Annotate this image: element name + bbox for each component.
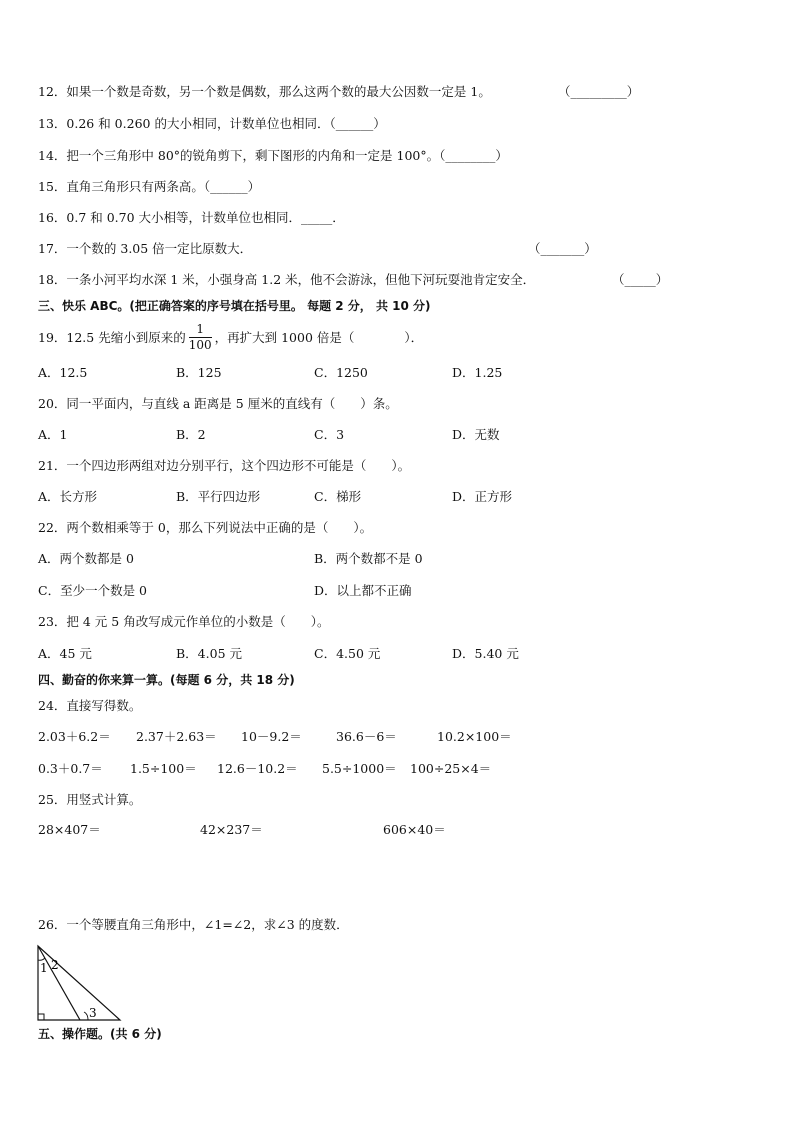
- answer-blank-18[interactable]: （_____）: [612, 272, 669, 287]
- option-19-c[interactable]: C．1250: [314, 365, 368, 380]
- vertical-calc-item: 42×237＝: [200, 822, 263, 837]
- question-18: 18．一条小河平均水深 1 米，小强身高 1.2 米，他不会游泳，但他下河玩耍池肯定安全．: [38, 272, 536, 287]
- question-17: 17．一个数的 3.05 倍一定比原数大．: [38, 241, 253, 256]
- calc-item: 12.6－10.2＝: [217, 761, 298, 776]
- section-5-heading: 五、操作题。(共 6 分): [38, 1027, 162, 1041]
- option-21-c[interactable]: C．梯形: [314, 489, 362, 504]
- option-22-c[interactable]: C．至少一个数是 0: [38, 583, 147, 598]
- option-20-b[interactable]: B．2: [176, 427, 206, 442]
- option-23-c[interactable]: C．4.50 元: [314, 646, 381, 661]
- bisecting-line: [38, 946, 80, 1020]
- question-25: 25．用竖式计算。: [38, 792, 142, 807]
- option-19-a[interactable]: A．12.5: [38, 365, 88, 380]
- question-15: 15．直角三角形只有两条高。（______）: [38, 179, 261, 194]
- option-19-d[interactable]: D．1.25: [452, 365, 503, 380]
- option-22-d[interactable]: D．以上都不正确: [314, 583, 412, 598]
- calc-item: 10.2×100＝: [437, 729, 512, 744]
- option-20-a[interactable]: A．1: [38, 427, 68, 442]
- question-14: 14．把一个三角形中 80°的锐角剪下，剩下图形的内角和一定是 100°。（________）: [38, 148, 508, 163]
- question-16: 16．0.7 和 0.70 大小相等，计数单位也相同．_____．: [38, 210, 345, 225]
- option-19-b[interactable]: B．125: [176, 365, 222, 380]
- option-23-d[interactable]: D．5.40 元: [452, 646, 519, 661]
- question-24: 24．直接写得数。: [38, 698, 142, 713]
- angle-label-2: 2: [51, 958, 59, 972]
- question-26: 26．一个等腰直角三角形中，∠1=∠2，求∠3 的度数．: [38, 917, 349, 932]
- triangle-figure: [30, 942, 130, 1024]
- question-19: [38, 318, 423, 356]
- option-23-b[interactable]: B．4.05 元: [176, 646, 242, 661]
- fraction: [189, 322, 212, 353]
- option-20-d[interactable]: D．无数: [452, 427, 500, 442]
- calc-item: 10－9.2＝: [241, 729, 302, 744]
- calc-item: 2.03＋6.2＝: [38, 729, 111, 744]
- angle-arc-1-2: [38, 958, 45, 960]
- option-21-b[interactable]: B．平行四边形: [176, 489, 261, 504]
- section-3-heading: 三、快乐 ABC。(把正确答案的序号填在括号里。 每题 2 分， 共 10 分): [38, 299, 431, 313]
- answer-blank-17[interactable]: （_______）: [528, 241, 597, 256]
- option-23-a[interactable]: A．45 元: [38, 646, 92, 661]
- option-20-c[interactable]: C．3: [314, 427, 345, 442]
- answer-blank-12[interactable]: （_________）: [558, 84, 640, 99]
- question-19-pre: 19．12.5 先缩小到原来的: [38, 330, 186, 345]
- section-4-heading: 四、勤奋的你来算一算。(每题 6 分，共 18 分): [38, 673, 295, 687]
- option-22-a[interactable]: A．两个数都是 0: [38, 551, 134, 566]
- question-21: 21．一个四边形两组对边分别平行，这个四边形不可能是（ ）。: [38, 458, 411, 473]
- calc-item: 5.5÷1000＝: [322, 761, 397, 776]
- angle-label-1: 1: [40, 961, 48, 975]
- question-12: 12．如果一个数是奇数，另一个数是偶数，那么这两个数的最大公因数一定是 1。: [38, 84, 491, 99]
- angle-arc-3: [84, 1012, 88, 1020]
- calc-item: 36.6－6＝: [336, 729, 397, 744]
- option-21-d[interactable]: D．正方形: [452, 489, 513, 504]
- question-22: 22．两个数相乘等于 0，那么下列说法中正确的是（ ）。: [38, 520, 373, 535]
- calc-item: 2.37＋2.63＝: [136, 729, 217, 744]
- right-angle-mark: [38, 1014, 44, 1020]
- question-13: 13．0.26 和 0.260 的大小相同，计数单位也相同．（______）: [38, 116, 386, 131]
- question-20: 20．同一平面内，与直线 a 距离是 5 厘米的直线有（ ）条。: [38, 396, 398, 411]
- angle-label-3: 3: [89, 1006, 97, 1020]
- calc-item: 0.3＋0.7＝: [38, 761, 103, 776]
- vertical-calc-item: 28×407＝: [38, 822, 101, 837]
- fraction-denominator: 100: [188, 337, 212, 352]
- question-23: 23．把 4 元 5 角改写成元作单位的小数是（ ）。: [38, 614, 330, 629]
- option-21-a[interactable]: A．长方形: [38, 489, 98, 504]
- calc-item: 100÷25×4＝: [410, 761, 492, 776]
- option-22-b[interactable]: B．两个数都不是 0: [314, 551, 423, 566]
- fraction-numerator: 1: [189, 322, 212, 338]
- vertical-calc-item: 606×40＝: [383, 822, 446, 837]
- calc-item: 1.5÷100＝: [130, 761, 197, 776]
- question-19-post: ，再扩大到 1000 倍是（ ）．: [214, 330, 424, 345]
